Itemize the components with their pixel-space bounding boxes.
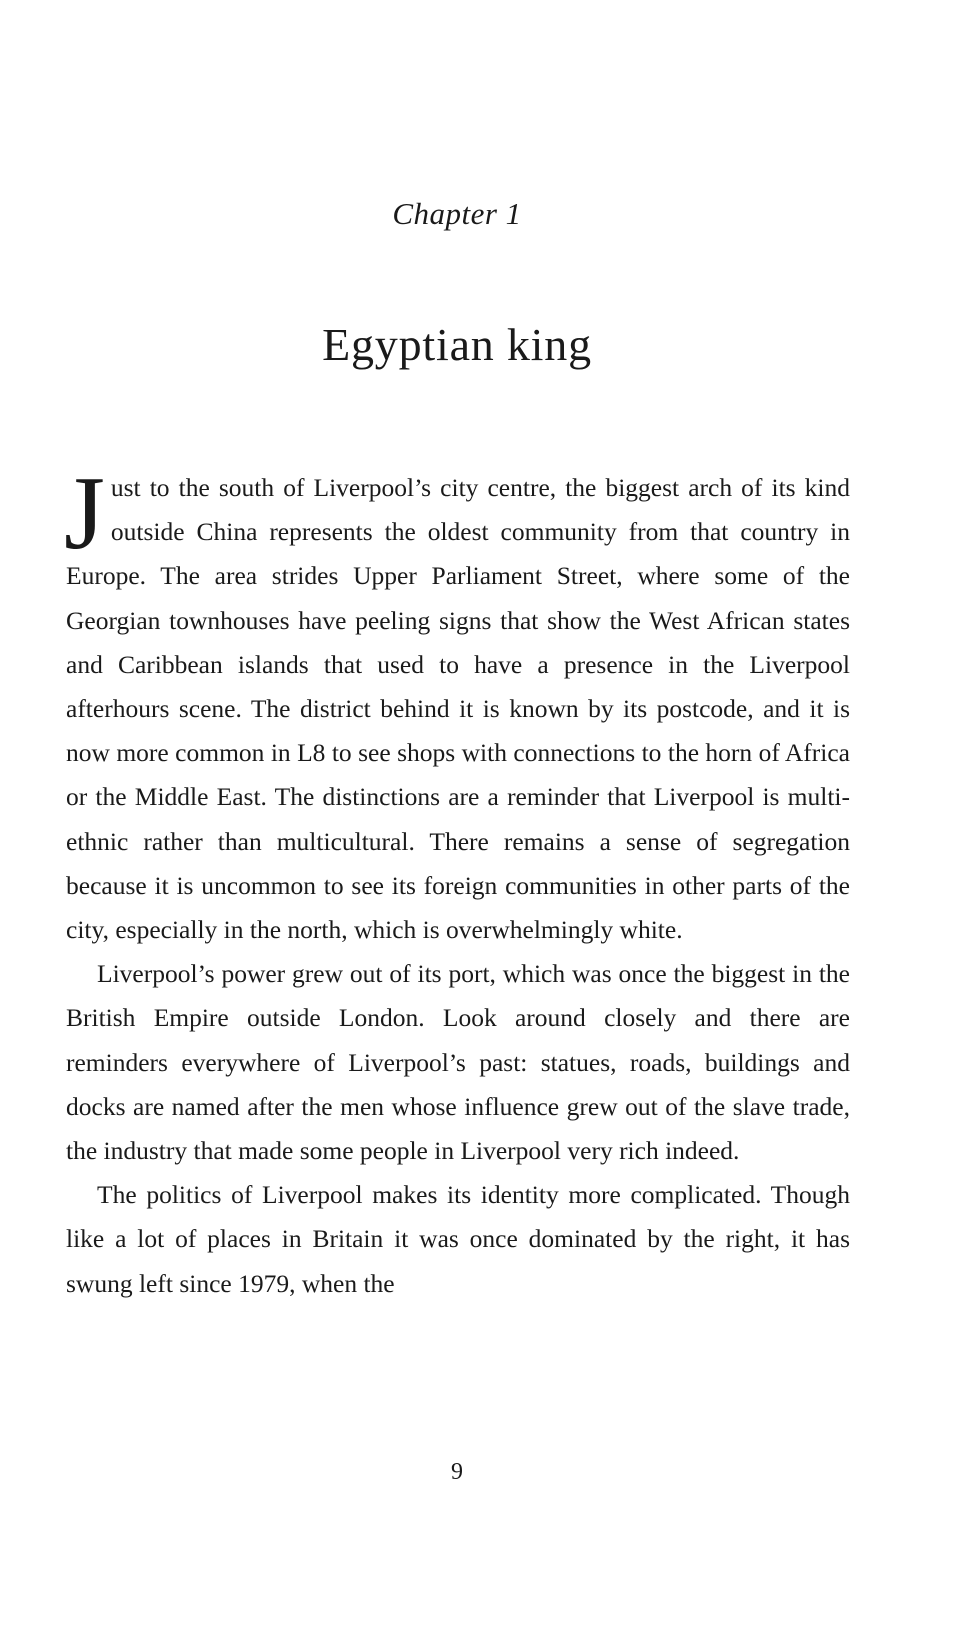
- paragraph-3: The politics of Liverpool makes its identity more complicated. Though like a lot of places in Britain it was once dominated by the right, it has swung left since 1979, when the: [66, 1180, 850, 1298]
- body-text: [64, 454, 850, 1306]
- chapter-number: Chapter 1: [392, 196, 522, 231]
- chapter-title: Egyptian king: [322, 319, 592, 370]
- drop-cap: J: [64, 454, 105, 571]
- paragraph-1-text: ust to the south of Liverpool’s city centre, the biggest arch of its kind outside China represents the oldest community from that country in Europe. The area strides Upper Parliament Street, where some of the Georgian townhouses have peeling signs that show the West African states and Caribbean islands that used to have a presence in the Liverpool afterhours scene. The district behind it is known by its postcode, and it is now more common in L8 to see shops with connections to the horn of Africa or the Middle East. The distinctions are a reminder that Liverpool is multi-ethnic rather than multicultural. There remains a sense of segregation because it is uncommon to see its foreign communities in other parts of the city, especially in the north, which is overwhelmingly white.: [66, 473, 850, 945]
- paragraph-1: [64, 454, 850, 952]
- page-number: 9: [451, 1459, 463, 1485]
- paragraph-2: Liverpool’s power grew out of its port, which was once the biggest in the British Empire outside London. Look around closely and there are reminders everywhere of Liverpool’s past: statues, roads, buildings and docks are named after the men whose influence grew out of the slave trade, the industry that made some people in Liverpool very rich indeed.: [66, 959, 850, 1166]
